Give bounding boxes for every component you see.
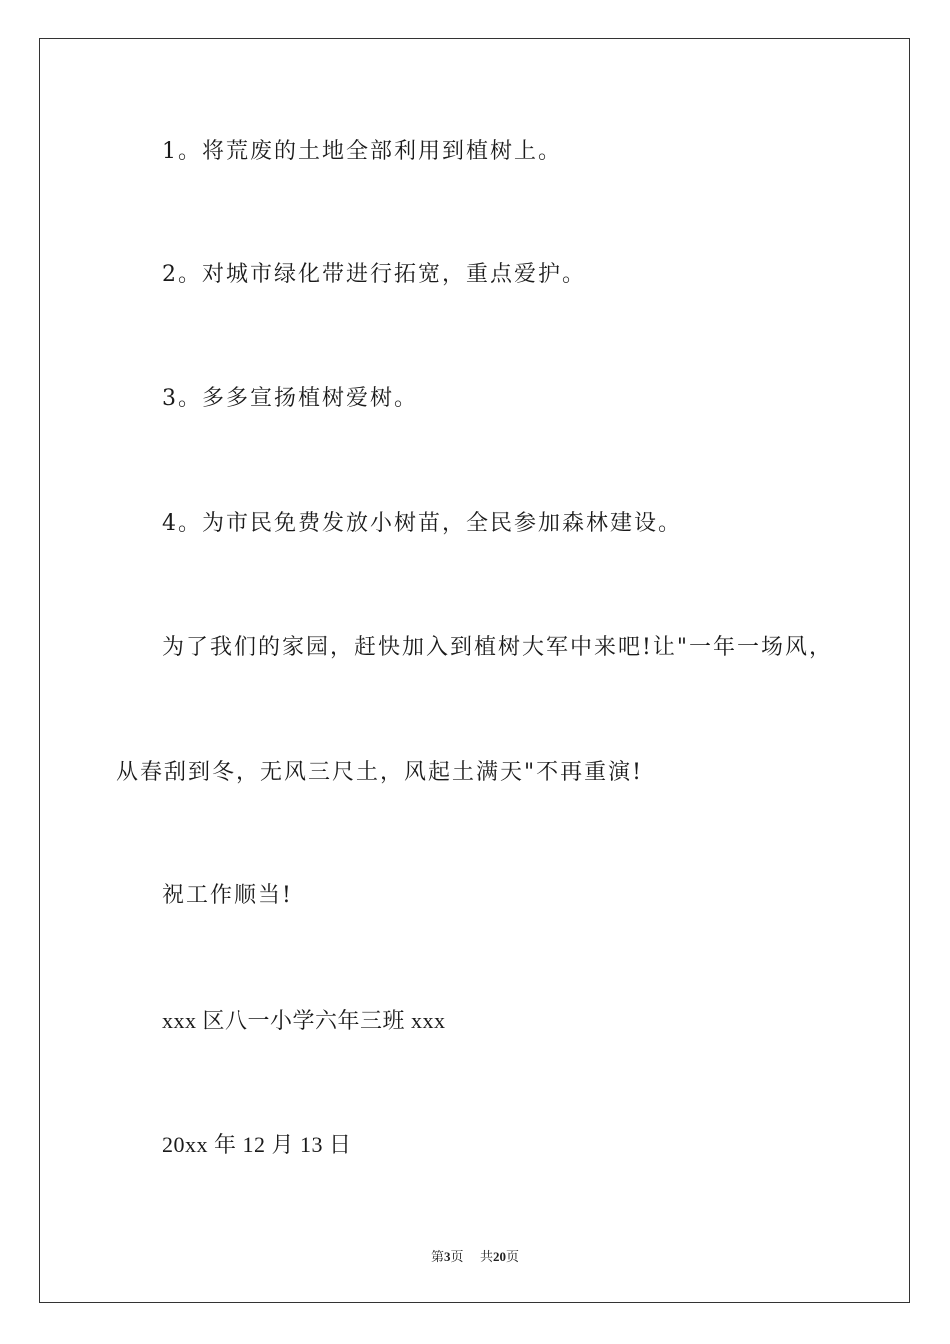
page-border bbox=[39, 38, 910, 1303]
closing-greeting: 祝工作顺当! bbox=[162, 883, 293, 908]
paragraph-line-2: 从春刮到冬，无风三尺土，风起土满天"不再重演! bbox=[116, 760, 643, 785]
footer-page-number: 3 bbox=[443, 1249, 451, 1264]
signature: xxx 区八一小学六年三班 xxx bbox=[162, 1008, 446, 1033]
list-item-2: 2。对城市绿化带进行拓宽，重点爱护。 bbox=[162, 262, 586, 287]
footer-prefix: 第 bbox=[430, 1250, 444, 1265]
list-item-4: 4。为市民免费发放小树苗，全民参加森林建设。 bbox=[162, 511, 682, 536]
list-item-1: 1。将荒废的土地全部利用到植树上。 bbox=[162, 139, 562, 164]
footer-suffix: 页 bbox=[506, 1250, 520, 1265]
footer-middle: 页 共 bbox=[450, 1250, 494, 1265]
date: 20xx 年 12 月 13 日 bbox=[162, 1132, 352, 1157]
footer-total-pages: 20 bbox=[493, 1249, 507, 1264]
list-item-3: 3。多多宣扬植树爱树。 bbox=[162, 386, 418, 411]
page-footer bbox=[0, 1246, 950, 1265]
paragraph-line-1: 为了我们的家园，赶快加入到植树大军中来吧!让"一年一场风， bbox=[162, 635, 833, 660]
